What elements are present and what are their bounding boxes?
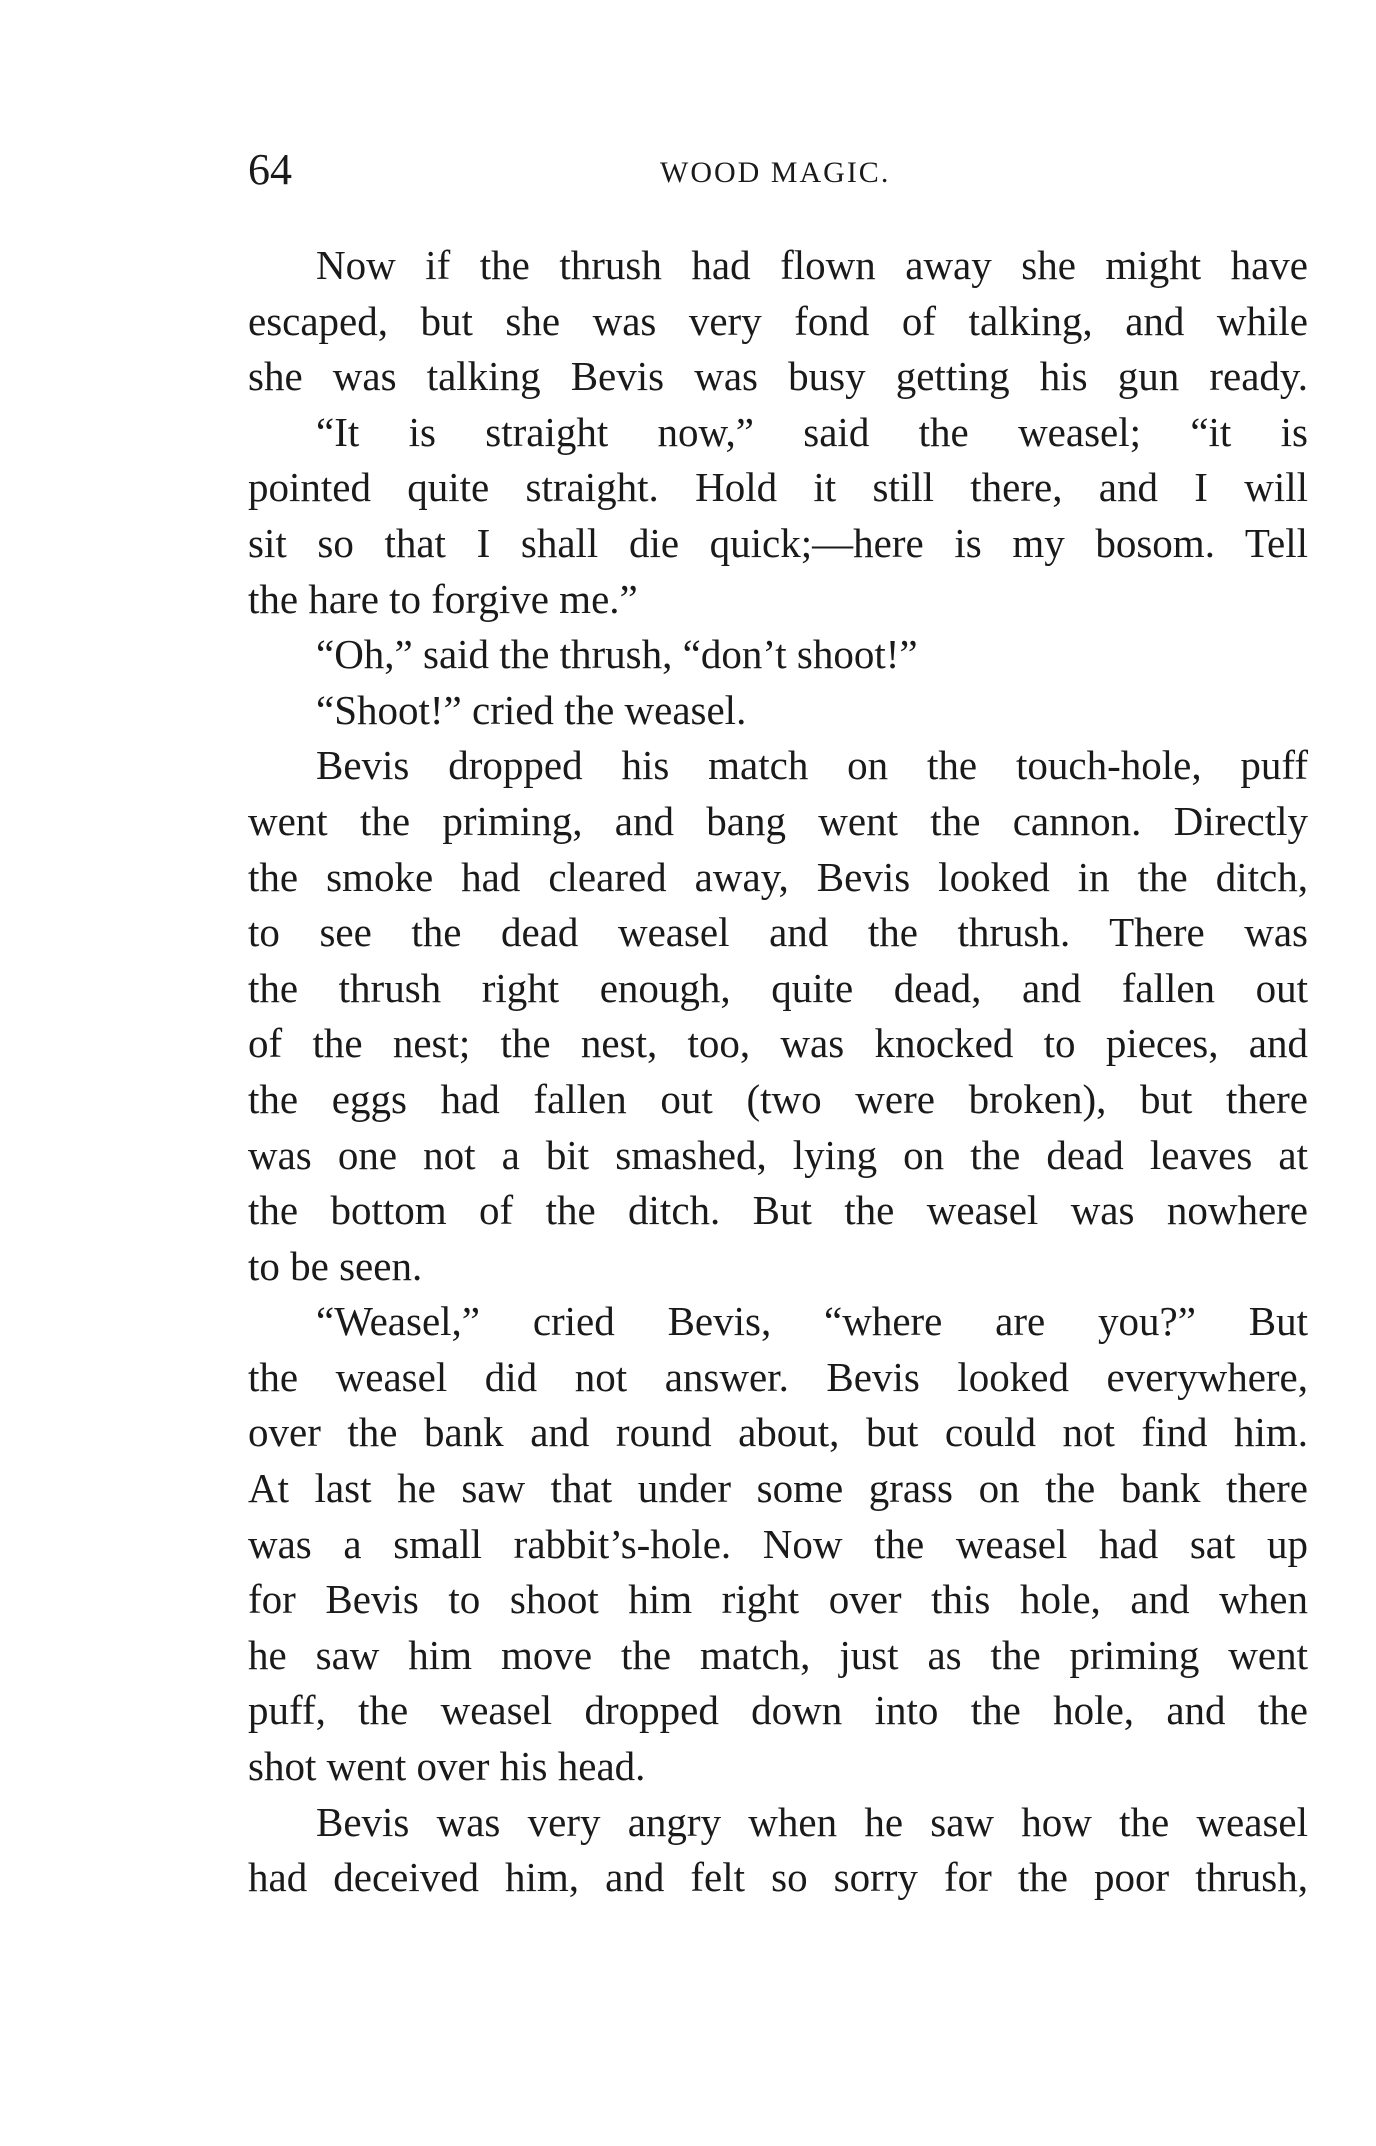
text-line: the weasel did not answer. Bevis looked everywhere, xyxy=(248,1353,1308,1400)
text-line: shot went over his head. xyxy=(248,1743,646,1790)
text-line: Bevis was very angry when he saw how the weasel xyxy=(316,1798,1308,1845)
paragraph xyxy=(248,738,1308,1294)
text-line: “Weasel,” cried Bevis, “where are you?” But xyxy=(316,1298,1308,1345)
paragraph xyxy=(248,683,1308,739)
page-header xyxy=(248,145,1308,208)
text-line: “Oh,” said the thrush, “don’t shoot!” xyxy=(316,631,918,678)
text-line: pointed quite straight. Hold it still there, and I will xyxy=(248,464,1308,511)
text-line: of the nest; the nest, too, was knocked to pieces, and xyxy=(248,1020,1308,1067)
running-head: WOOD MAGIC. xyxy=(660,156,891,189)
paragraph xyxy=(248,627,1308,683)
text-line: Now if the thrush had flown away she might have xyxy=(316,242,1308,288)
text-line: the thrush right enough, quite dead, and fallen out xyxy=(248,964,1308,1011)
text-line: was one not a bit smashed, lying on the dead leaves at xyxy=(248,1131,1308,1178)
text-line: “It is straight now,” said the weasel; “it is xyxy=(316,408,1308,455)
paragraph xyxy=(248,1795,1308,1906)
page-number: 64 xyxy=(248,145,292,194)
paragraph xyxy=(248,238,1308,405)
text-line: “Shoot!” cried the weasel. xyxy=(316,686,747,733)
text-line: Bevis dropped his match on the touch-hole, puff xyxy=(316,742,1308,789)
text-line: she was talking Bevis was busy getting his gun ready. xyxy=(248,353,1308,400)
text-line: had deceived him, and felt so sorry for the poor thrush, xyxy=(248,1854,1308,1901)
text-line: was a small rabbit’s-hole. Now the weasel had sat up xyxy=(248,1520,1308,1567)
text-line: over the bank and round about, but could not find him. xyxy=(248,1409,1308,1456)
body-text xyxy=(248,238,1308,1906)
text-line: escaped, but she was very fond of talking, and while xyxy=(248,297,1308,344)
text-line: the smoke had cleared away, Bevis looked in the ditch, xyxy=(248,853,1308,900)
text-line: to be seen. xyxy=(248,1242,423,1289)
text-line: the hare to forgive me.” xyxy=(248,575,638,622)
text-line: the eggs had fallen out (two were broken), but there xyxy=(248,1075,1308,1122)
text-line: sit so that I shall die quick;—here is my bosom. Tell xyxy=(248,519,1308,566)
text-line: puff, the weasel dropped down into the hole, and the xyxy=(248,1687,1308,1734)
paragraph xyxy=(248,405,1308,627)
text-line: to see the dead weasel and the thrush. There was xyxy=(248,909,1308,956)
text-line: for Bevis to shoot him right over this hole, and when xyxy=(248,1576,1308,1623)
text-line: the bottom of the ditch. But the weasel was nowhere xyxy=(248,1187,1308,1234)
text-line: went the priming, and bang went the cannon. Directly xyxy=(248,797,1308,844)
paragraph xyxy=(248,1294,1308,1794)
text-line: he saw him move the match, just as the priming went xyxy=(248,1631,1308,1678)
text-line: At last he saw that under some grass on the bank there xyxy=(248,1465,1308,1512)
